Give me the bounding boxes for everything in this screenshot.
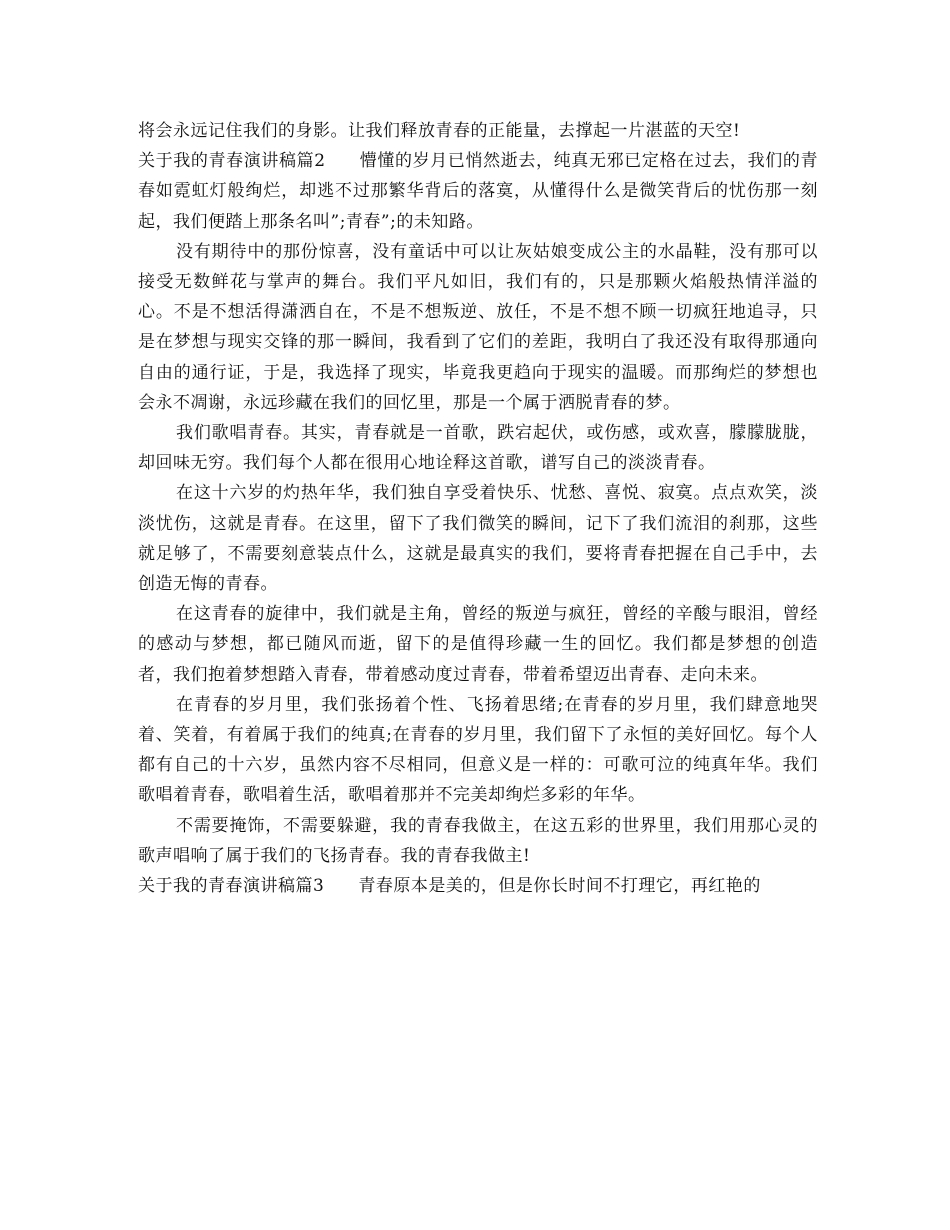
body-paragraph-2: 我们歌唱青春。其实，青春就是一首歌，跌宕起伏，或伤感，或欢喜，朦朦胧胧，却回味无穷。我们每个人都在很用心地诠释这首歌，谱写自己的淡淡青春。 bbox=[138, 423, 818, 474]
body-paragraph-1: 没有期待中的那份惊喜，没有童话中可以让灰姑娘变成公主的水晶鞋，没有那可以接受无数鲜花与掌声的舞台。我们平凡如旧，我们有的，只是那颗火焰般热情洋溢的心。不是不想活得潇洒自在，不是不想叛逆、放任，不是不想不顾一切疯狂地追寻，只是在梦想与现实交锋的那一瞬间，我看到了它们的差距，我明白了我还没有取得那通向自由的通行证，于是，我选择了现实，毕竟我更趋向于现实的温暖。而那绚烂的梦想也会永不凋谢，永远珍藏在我们的回忆里，那是一个属于洒脱青春的梦。 bbox=[138, 241, 818, 413]
section-3-lead-text: 青春原本是美的，但是你长时间不打理它，再红艳的 bbox=[358, 876, 761, 897]
section-3-block bbox=[138, 871, 818, 901]
section-2-heading: 关于我的青春演讲稿篇2 bbox=[138, 151, 326, 172]
document-body bbox=[138, 116, 818, 901]
intro-paragraph: 将会永远记住我们的身影。让我们释放青春的正能量，去撑起一片湛蓝的天空! bbox=[138, 121, 741, 141]
body-paragraph-5: 在青春的岁月里，我们张扬着个性、飞扬着思绪;在青春的岁月里，我们肆意地哭着、笑着，有着属于我们的纯真;在青春的岁月里，我们留下了永恒的美好回忆。每个人都有自己的十六岁，虽然内容不尽相同，但意义是一样的：可歌可泣的纯真年华。我们歌唱着青春，歌唱着生活，歌唱着那并不完美却绚烂多彩的年华。 bbox=[138, 694, 818, 806]
section-2-block bbox=[138, 146, 818, 237]
section-3-heading: 关于我的青春演讲稿篇3 bbox=[138, 876, 325, 897]
section-2-lead-text: 懵懂的岁月已悄然逝去，纯真无邪已定格在过去，我们的青春如霓虹灯般绚烂，却逃不过那繁华背后的落寞，从懂得什么是微笑背后的忧伤那一刻起，我们便踏上那条名叫”;青春”;的未知路。 bbox=[138, 151, 818, 232]
body-paragraph-3: 在这十六岁的灼热年华，我们独自享受着快乐、忧愁、喜悦、寂寞。点点欢笑，淡淡忧伤，这就是青春。在这里，留下了我们微笑的瞬间，记下了我们流泪的刹那，这些就足够了，不需要刻意装点什么，这就是最真实的我们，要将青春把握在自己手中，去创造无悔的青春。 bbox=[138, 483, 818, 595]
body-paragraph-6: 不需要掩饰，不需要躲避，我的青春我做主，在这五彩的世界里，我们用那心灵的歌声唱响了属于我们的飞扬青春。我的青春我做主! bbox=[138, 815, 818, 866]
body-paragraph-4: 在这青春的旋律中，我们就是主角，曾经的叛逆与疯狂，曾经的辛酸与眼泪，曾经的感动与梦想，都已随风而逝，留下的是值得珍藏一生的回忆。我们都是梦想的创造者，我们抱着梦想踏入青春，带着感动度过青春，带着希望迈出青春、走向未来。 bbox=[138, 604, 818, 685]
